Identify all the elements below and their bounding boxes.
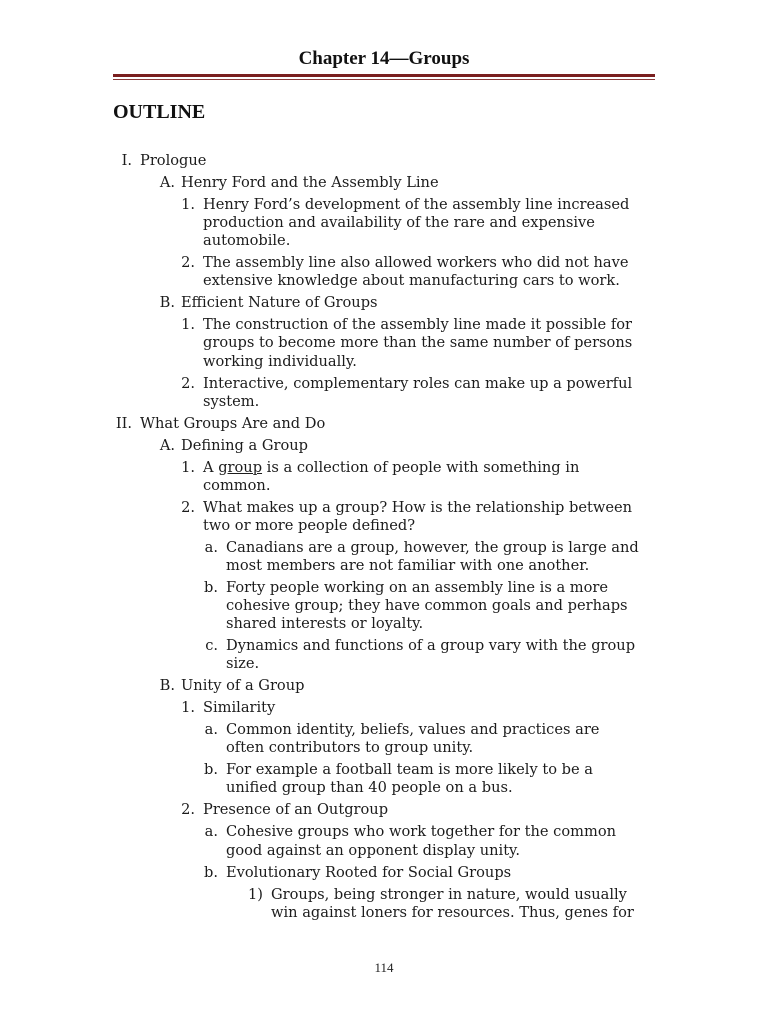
outline-marker: 2.	[181, 374, 195, 392]
outline-marker: c.	[205, 637, 218, 655]
outline-text-line: A group is a collection of people with something in	[203, 458, 580, 476]
outline-marker: a.	[204, 538, 218, 556]
outline-text-line: common.	[203, 476, 271, 494]
defined-term: group	[218, 458, 263, 476]
outline-text-line: groups to become more than the same number of persons	[203, 334, 633, 352]
outline-text-line: Common identity, beliefs, values and practices are	[226, 721, 600, 739]
outline-text-line: What Groups Are and Do	[140, 414, 326, 432]
outline-marker: I.	[121, 152, 132, 169]
outline-marker: 1.	[181, 196, 195, 213]
outline-marker: A.	[159, 174, 175, 191]
outline-text-line: shared interests or loyalty.	[226, 615, 424, 633]
page-number: 114	[374, 960, 394, 975]
outline-marker: b.	[204, 578, 218, 596]
outline-text-line: system.	[203, 392, 260, 410]
outline-text-line: Henry Ford and the Assembly Line	[181, 174, 439, 191]
outline-text-line: often contributors to group unity.	[226, 739, 474, 757]
outline-marker: 1.	[181, 699, 195, 717]
outline-text-line: Canadians are a group, however, the group is large and	[226, 538, 639, 556]
outline-text-line: most members are not familiar with one another.	[226, 556, 590, 574]
outline-text-line: two or more people defined?	[203, 516, 416, 534]
outline-heading: OUTLINE	[113, 101, 206, 123]
header-rule-thin	[113, 79, 655, 80]
outline-marker: 2.	[181, 254, 195, 272]
outline-text-line: Groups, being stronger in nature, would usually	[271, 885, 627, 903]
outline-text-line: Defining a Group	[181, 436, 309, 454]
outline-marker: a.	[204, 721, 218, 739]
outline-text-line: Presence of an Outgroup	[203, 801, 389, 819]
outline-marker: 1.	[181, 316, 195, 334]
outline-text-line: unified group than 40 people on a bus.	[226, 779, 513, 797]
outline-text-line: Forty people working on an assembly line is a more	[226, 578, 609, 596]
outline-marker: II.	[115, 414, 132, 432]
outline-text-line: Henry Ford’s development of the assembly line increased	[203, 196, 630, 213]
outline-text-line: Similarity	[203, 699, 276, 717]
outline-text-line: Dynamics and functions of a group vary with the group	[226, 637, 636, 655]
outline-marker: B.	[159, 677, 175, 695]
outline-text-line: extensive knowledge about manufacturing cars to work.	[203, 272, 620, 290]
outline-marker: b.	[204, 761, 218, 779]
outline-marker: 1.	[181, 458, 195, 476]
outline-marker: a.	[204, 823, 218, 841]
outline-text-line: Prologue	[140, 152, 207, 169]
outline-marker: b.	[204, 863, 218, 881]
outline-text-line: For example a football team is more likely to be a	[226, 761, 593, 779]
outline-marker: 2.	[181, 801, 195, 819]
outline-text-line: Efficient Nature of Groups	[181, 294, 378, 312]
outline-text-line: automobile.	[203, 232, 291, 250]
outline-text-line: The assembly line also allowed workers who did not have	[203, 254, 629, 272]
outline-text-line: Cohesive groups who work together for the common	[226, 823, 616, 841]
outline-marker: A.	[159, 436, 175, 454]
outline-text-line: cohesive group; they have common goals and perhaps	[226, 597, 628, 614]
outline-text-line: good against an opponent display unity.	[226, 841, 520, 859]
header-rule-thick	[113, 74, 655, 77]
outline-text-line: Unity of a Group	[181, 677, 305, 695]
outline-text-line: working individually.	[203, 352, 357, 370]
outline-text-line: What makes up a group? How is the relationship between	[203, 498, 632, 516]
outline-text-line: Evolutionary Rooted for Social Groups	[226, 863, 512, 881]
chapter-title: Chapter 14—Groups	[298, 48, 470, 69]
outline-text-line: production and availability of the rare and expensive	[203, 214, 595, 232]
outline-text-line: win against loners for resources. Thus, genes for	[271, 903, 634, 921]
outline-text-line: The construction of the assembly line made it possible for	[203, 316, 632, 334]
outline-marker: B.	[159, 294, 175, 312]
outline-marker: 2.	[181, 498, 195, 516]
outline-text-line: Interactive, complementary roles can make up a powerful	[203, 374, 633, 392]
outline-marker: 1)	[248, 885, 263, 903]
outline-text-line: size.	[226, 655, 260, 673]
